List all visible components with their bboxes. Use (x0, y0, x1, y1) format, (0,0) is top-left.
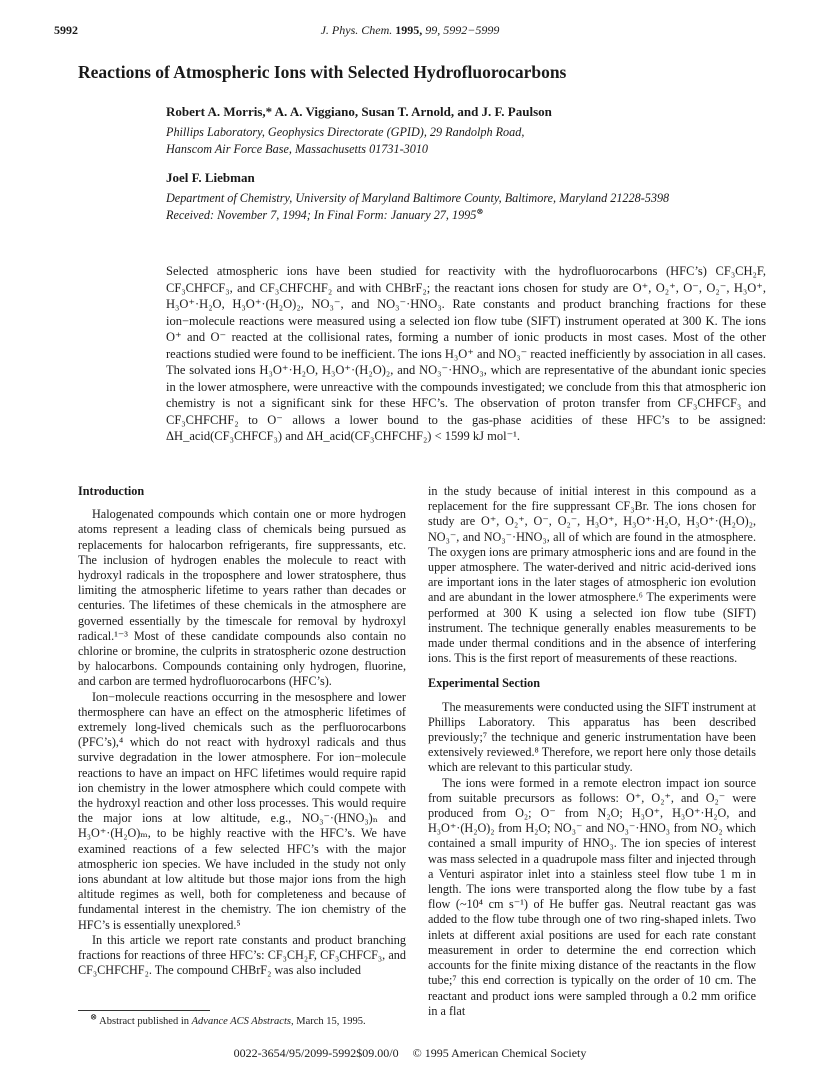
article-title: Reactions of Atmospheric Ions with Selected Hydrofluorocarbons (78, 62, 567, 82)
abstract: Selected atmospheric ions have been studied for reactivity with the hydrofluorocarbons (HFC’s) CF₃CH₂F, CF₃CHFCF₃, and CF₃CHFCHF₂ and with CHBrF₂; the reactant ions chosen for study are O⁺, O₂⁺, O⁻, O₂⁻, H₃O⁺, H₃O⁺·H₂O, H₃O⁺·(H₂O)₂, NO₃⁻, and NO₃⁻·HNO₃. Rate constants and product branching fractions for these ion−molecule reactions were measured using a selected ion flow tube (SIFT) instrument operated at 300 K. The ions O⁺ and O⁻ reacted at the collisional rates, forming a number of ionic products in most cases. Most of the other reactions studied were found to be inefficient. The ions H₃O⁺ and NO₃⁻ reacted inefficiently by association in all cases. The solvated ions H₃O⁺·H₂O, H₃O⁺·(H₂O)₂, and NO₃⁻·HNO₃, which are representative of the abundant ionic species in the lower atmosphere, were unreactive with the compounds investigated; we conclude from this that atmospheric ion chemistry is not a significant sink for these HFC’s. The observation of proton transfer from CF₃CHFCF₃ and CF₃CHFCHF₂ to O⁻ allows a lower bound to the gas-phase acidities of these HFC’s to be assigned: ΔH_acid(CF₃CHFCF₃) and ΔH_acid(CF₃CHFCHF₂) < 1599 kJ mol⁻¹. (166, 264, 766, 443)
received-mark: ⊗ (476, 205, 484, 216)
footer-copyright: © 1995 American Chemical Society (412, 1046, 587, 1060)
page-footer (0, 1046, 820, 1061)
affiliation-secondary (166, 190, 669, 224)
right-column (428, 484, 756, 1019)
affiliation-primary (166, 124, 524, 158)
affiliation-line: Phillips Laboratory, Geophysics Directorate (GPID), 29 Randolph Road, (166, 125, 525, 139)
journal-year: 1995, (395, 23, 423, 37)
footnote-divider (78, 1010, 210, 1011)
page-number: 5992 (54, 23, 78, 37)
left-column (78, 484, 406, 979)
author-list-primary: Robert A. Morris,* A. A. Viggiano, Susan T. Arnold, and J. F. Paulson (166, 104, 552, 119)
experimental-paragraph: The measurements were conducted using the SIFT instrument at Phillips Laboratory. This apparatus has been described previously;⁷ the technique and generic instrumentation have been extensively reviewed.⁸ Therefore, we report here only those details which are relevant to this particular study. (428, 699, 756, 775)
author-list-secondary: Joel F. Liebman (166, 170, 255, 185)
journal-header (0, 23, 820, 38)
footnote-mark: ⊗ (90, 1011, 98, 1022)
received-text: Received: November 7, 1994; In Final Form: January 27, 1995 (166, 208, 477, 222)
footnote-date: March 15, 1995. (293, 1016, 366, 1027)
experimental-heading: Experimental Section (428, 676, 541, 691)
journal-volume-pages: 99, 5992−5999 (425, 23, 500, 37)
footnote-journal: Advance ACS Abstracts, (191, 1016, 294, 1027)
affiliation-line: Department of Chemistry, University of Maryland Baltimore County, Baltimore, Maryland 21228-5398 (166, 191, 670, 205)
intro-continuation: in the study because of initial interest in this compound as a replacement for the fire suppressant CF₃Br. The ions chosen for study are O⁺, O₂⁺, O⁻, O₂⁻, H₃O⁺, H₃O⁺·H₂O, H₃O⁺·(H₂O)₂, NO₃⁻, and NO₃⁻·HNO₃, all of which are found in the atmosphere. The oxygen ions are primary atmospheric ions and are found in the upper atmosphere. The water-derived and nitric acid-derived ions are important ions in the later stages of atmospheric ion evolution and are abundant in the lower atmosphere.⁶ The experiments were performed at 300 K using a selected ion flow tube (SIFT) instrument. The technique generally enables measurements to be made under thermal conditions and in the absence of interfering ions. This is the first report of measurements of these reactions. (428, 484, 756, 666)
intro-paragraph: Halogenated compounds which contain one or more hydrogen atoms represent a leading class of chemicals being pursued as replacements for halocarbon refrigerants, fire suppressants, etc. The inclusion of hydrogen enables the molecule to react with hydroxyl radicals in the troposphere and lower stratosphere, thus limiting the atmospheric lifetime to years rather than decades or centuries. The lifetimes of these chemicals in the atmosphere are governed essentially by the timescale for removal by hydroxyl radical.¹⁻³ Most of these candidate compounds also contain no chlorine or bromine, the culprits in stratospheric ozone destruction by halocarbons. Compounds containing only hydrogen, fluorine, and carbon are termed hydrofluorocarbons (HFC’s). (78, 507, 406, 689)
received-dates (166, 207, 669, 224)
footer-code: 0022-3654/95/2099-5992$09.00/0 (233, 1046, 399, 1060)
intro-paragraph: In this article we report rate constants and product branching fractions for reactions of three HFC’s: CF₃CH₂F, CF₃CHFCF₃, and CF₃CHFCHF₂. The compound CHBrF₂ was also included (78, 932, 406, 978)
footnote-text: Abstract published in (99, 1016, 192, 1027)
experimental-paragraph: The ions were formed in a remote electron impact ion source from suitable precursors as follows: O⁺, O₂⁺, and O₂⁻ were produced from O₂; O⁻ from N₂O; H₃O⁺, H₃O⁺·H₂O, and H₃O⁺·(H₂O)₂ from H₂O; NO₃⁻ and NO₃⁻·HNO₃ from NO₂ which contained a small impurity of HNO₃. The ion species of interest was mass selected in a quadrupole mass filter and injected through a Venturi aspirator inlet into a stainless steel flow tube 1 m in length. The ions were transported along the flow tube by a fast flow (~10⁴ cm s⁻¹) of He buffer gas. Neutral reactant gas was added to the flow tube through one of two ring-shaped inlets. Two inlets at different axial positions are used for each rate constant measurement in order to determine the end correction which accounts for the finite mixing distance of the reactants in the flow tube;⁷ this end correction is typically on the order of 10 cm. The reactant and product ions were sampled through a 0.2 mm orifice in a flat (428, 775, 756, 1018)
affiliation-line: Hanscom Air Force Base, Massachusetts 01731-3010 (166, 142, 429, 156)
journal-name: J. Phys. Chem. (320, 23, 393, 37)
footnote (90, 1011, 366, 1027)
intro-paragraph: Ion−molecule reactions occurring in the mesosphere and lower thermosphere can have an effect on the atmospheric lifetimes of extremely long-lived chemicals such as the perfluorocarbons (PFC’s),⁴ which do not react with hydroxyl radicals and thus survive degradation in the lower atmosphere. For ion−molecule reactions to have an impact on HFC lifetimes would require rapid ion chemistry in the lower atmosphere which could compete with the hydroxyl reaction and other loss processes. This would require the major ions at low altitude, e.g., NO₃⁻·(HNO₃)ₙ and H₃O⁺·(H₂O)ₘ, to be highly reactive with the HFC’s. We have examined reactions of a few selected HFC’s with the major atmospheric ion species. We have included in the study not only ions abundant at low altitude but those major ions from the high altitude regimes as well, both for completeness and because of fundamental interest in the chemistry. The ion chemistry of the HFC’s is essentially unexplored.⁵ (78, 689, 406, 932)
intro-heading: Introduction (78, 484, 145, 498)
